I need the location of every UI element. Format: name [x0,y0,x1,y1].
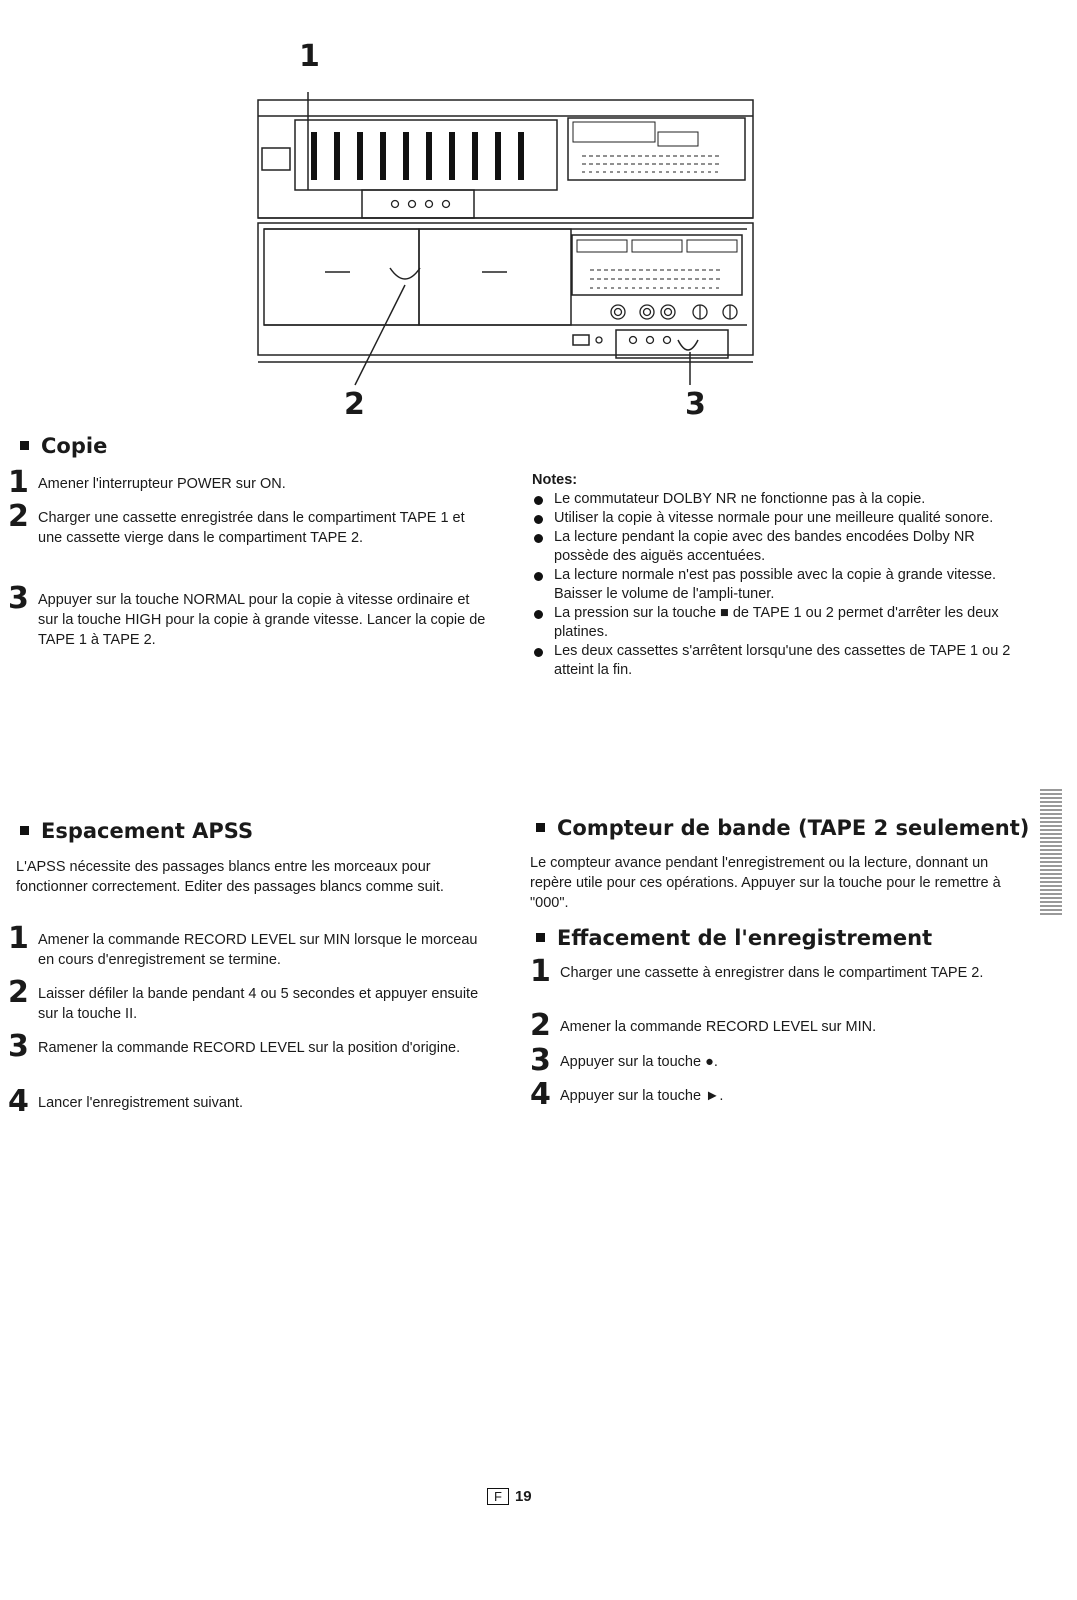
step-number: 3 [8,581,29,616]
apss-step [8,921,494,970]
step-text: Lancer l'enregistrement suivant. [38,1095,244,1111]
copie-step [8,465,490,500]
page-number: 19 [514,1488,532,1505]
compteur-text: Le compteur avance pendant l'enregistrement ou la lecture, donnant un repère utile pour ces opérations. Appuyer sur la touche pour le remettre à "000". [530,855,1001,911]
language-marker: F [487,1488,509,1505]
step-text: Appuyer sur la touche NORMAL pour la copie à vitesse ordinaire et sur la touche HIGH pour la copie à grande vitesse. Lancer la copie de TAPE 1 à TAPE 2. [38,592,486,648]
copie-step [8,499,490,548]
step-number: 4 [8,1084,29,1119]
note-item: La lecture pendant la copie avec des bandes encodées Dolby NR possède des aiguës accentuées. [532,528,1014,566]
step-number: 3 [530,1043,551,1078]
step-number: 4 [530,1077,551,1112]
step-number: 1 [8,465,29,500]
effacement-step [530,1008,1014,1043]
stereo-unit-illustration [250,40,790,430]
callout-number-3: 3 [685,387,706,422]
equalizer-sliders [314,132,521,180]
step-text: Amener la commande RECORD LEVEL sur MIN lorsque le morceau en cours d'enregistrement se termine. [38,932,478,968]
apss-step [8,975,494,1024]
bullet-square-icon [20,826,29,835]
step-text: Appuyer sur la touche ●. [560,1054,718,1070]
compteur-heading: Compteur de bande (TAPE 2 seulement) [536,815,1029,841]
bullet-square-icon [536,933,545,942]
step-text: Charger une cassette à enregistrer dans le compartiment TAPE 2. [560,965,984,981]
note-item: Le commutateur DOLBY NR ne fonctionne pas à la copie. [532,490,1014,509]
notes-title: Notes: [532,472,578,488]
copie-heading: Copie [20,433,107,459]
note-item: La lecture normale n'est pas possible avec la copie à grande vitesse. Baisser le volume de l'ampli-tuner. [532,566,1014,604]
effacement-step [530,954,1014,989]
apss-heading: Espacement APSS [20,818,253,844]
step-text: Amener l'interrupteur POWER sur ON. [38,476,286,492]
note-item: La pression sur la touche ■ de TAPE 1 ou 2 permet d'arrêter les deux platines. [532,604,1014,642]
step-number: 1 [530,954,551,989]
step-number: 1 [8,921,29,956]
step-text: Ramener la commande RECORD LEVEL sur la position d'origine. [38,1040,461,1056]
step-text: Amener la commande RECORD LEVEL sur MIN. [560,1019,877,1035]
effacement-heading: Effacement de l'enregistrement [536,925,932,951]
section-index-tab-marks [1040,788,1062,918]
note-item: Utiliser la copie à vitesse normale pour une meilleure qualité sonore. [532,509,1014,528]
bullet-square-icon [536,823,545,832]
apss-intro: L'APSS nécessite des passages blancs entre les morceaux pour fonctionner correctement. Editer des passages blancs comme suit. [16,859,444,895]
step-number: 2 [530,1008,551,1043]
callout-number-2: 2 [344,387,365,422]
step-text: Charger une cassette enregistrée dans le compartiment TAPE 1 et une cassette vierge dans le compartiment TAPE 2. [38,510,465,546]
apss-step [8,1084,494,1119]
copie-step [8,581,490,650]
effacement-step [530,1043,1014,1078]
page-footer [487,1488,532,1505]
step-number: 3 [8,1029,29,1064]
step-text: Laisser défiler la bande pendant 4 ou 5 secondes et appuyer ensuite sur la touche II. [38,986,479,1022]
step-text: Appuyer sur la touche ►. [560,1088,724,1104]
notes-list [532,490,1014,680]
bullet-square-icon [20,441,29,450]
note-item: Les deux cassettes s'arrêtent lorsqu'une des cassettes de TAPE 1 ou 2 atteint la fin. [532,642,1014,680]
callout-number-1: 1 [299,39,320,74]
effacement-step [530,1077,1014,1112]
apss-step [8,1029,494,1064]
step-number: 2 [8,975,29,1010]
step-number: 2 [8,499,29,534]
